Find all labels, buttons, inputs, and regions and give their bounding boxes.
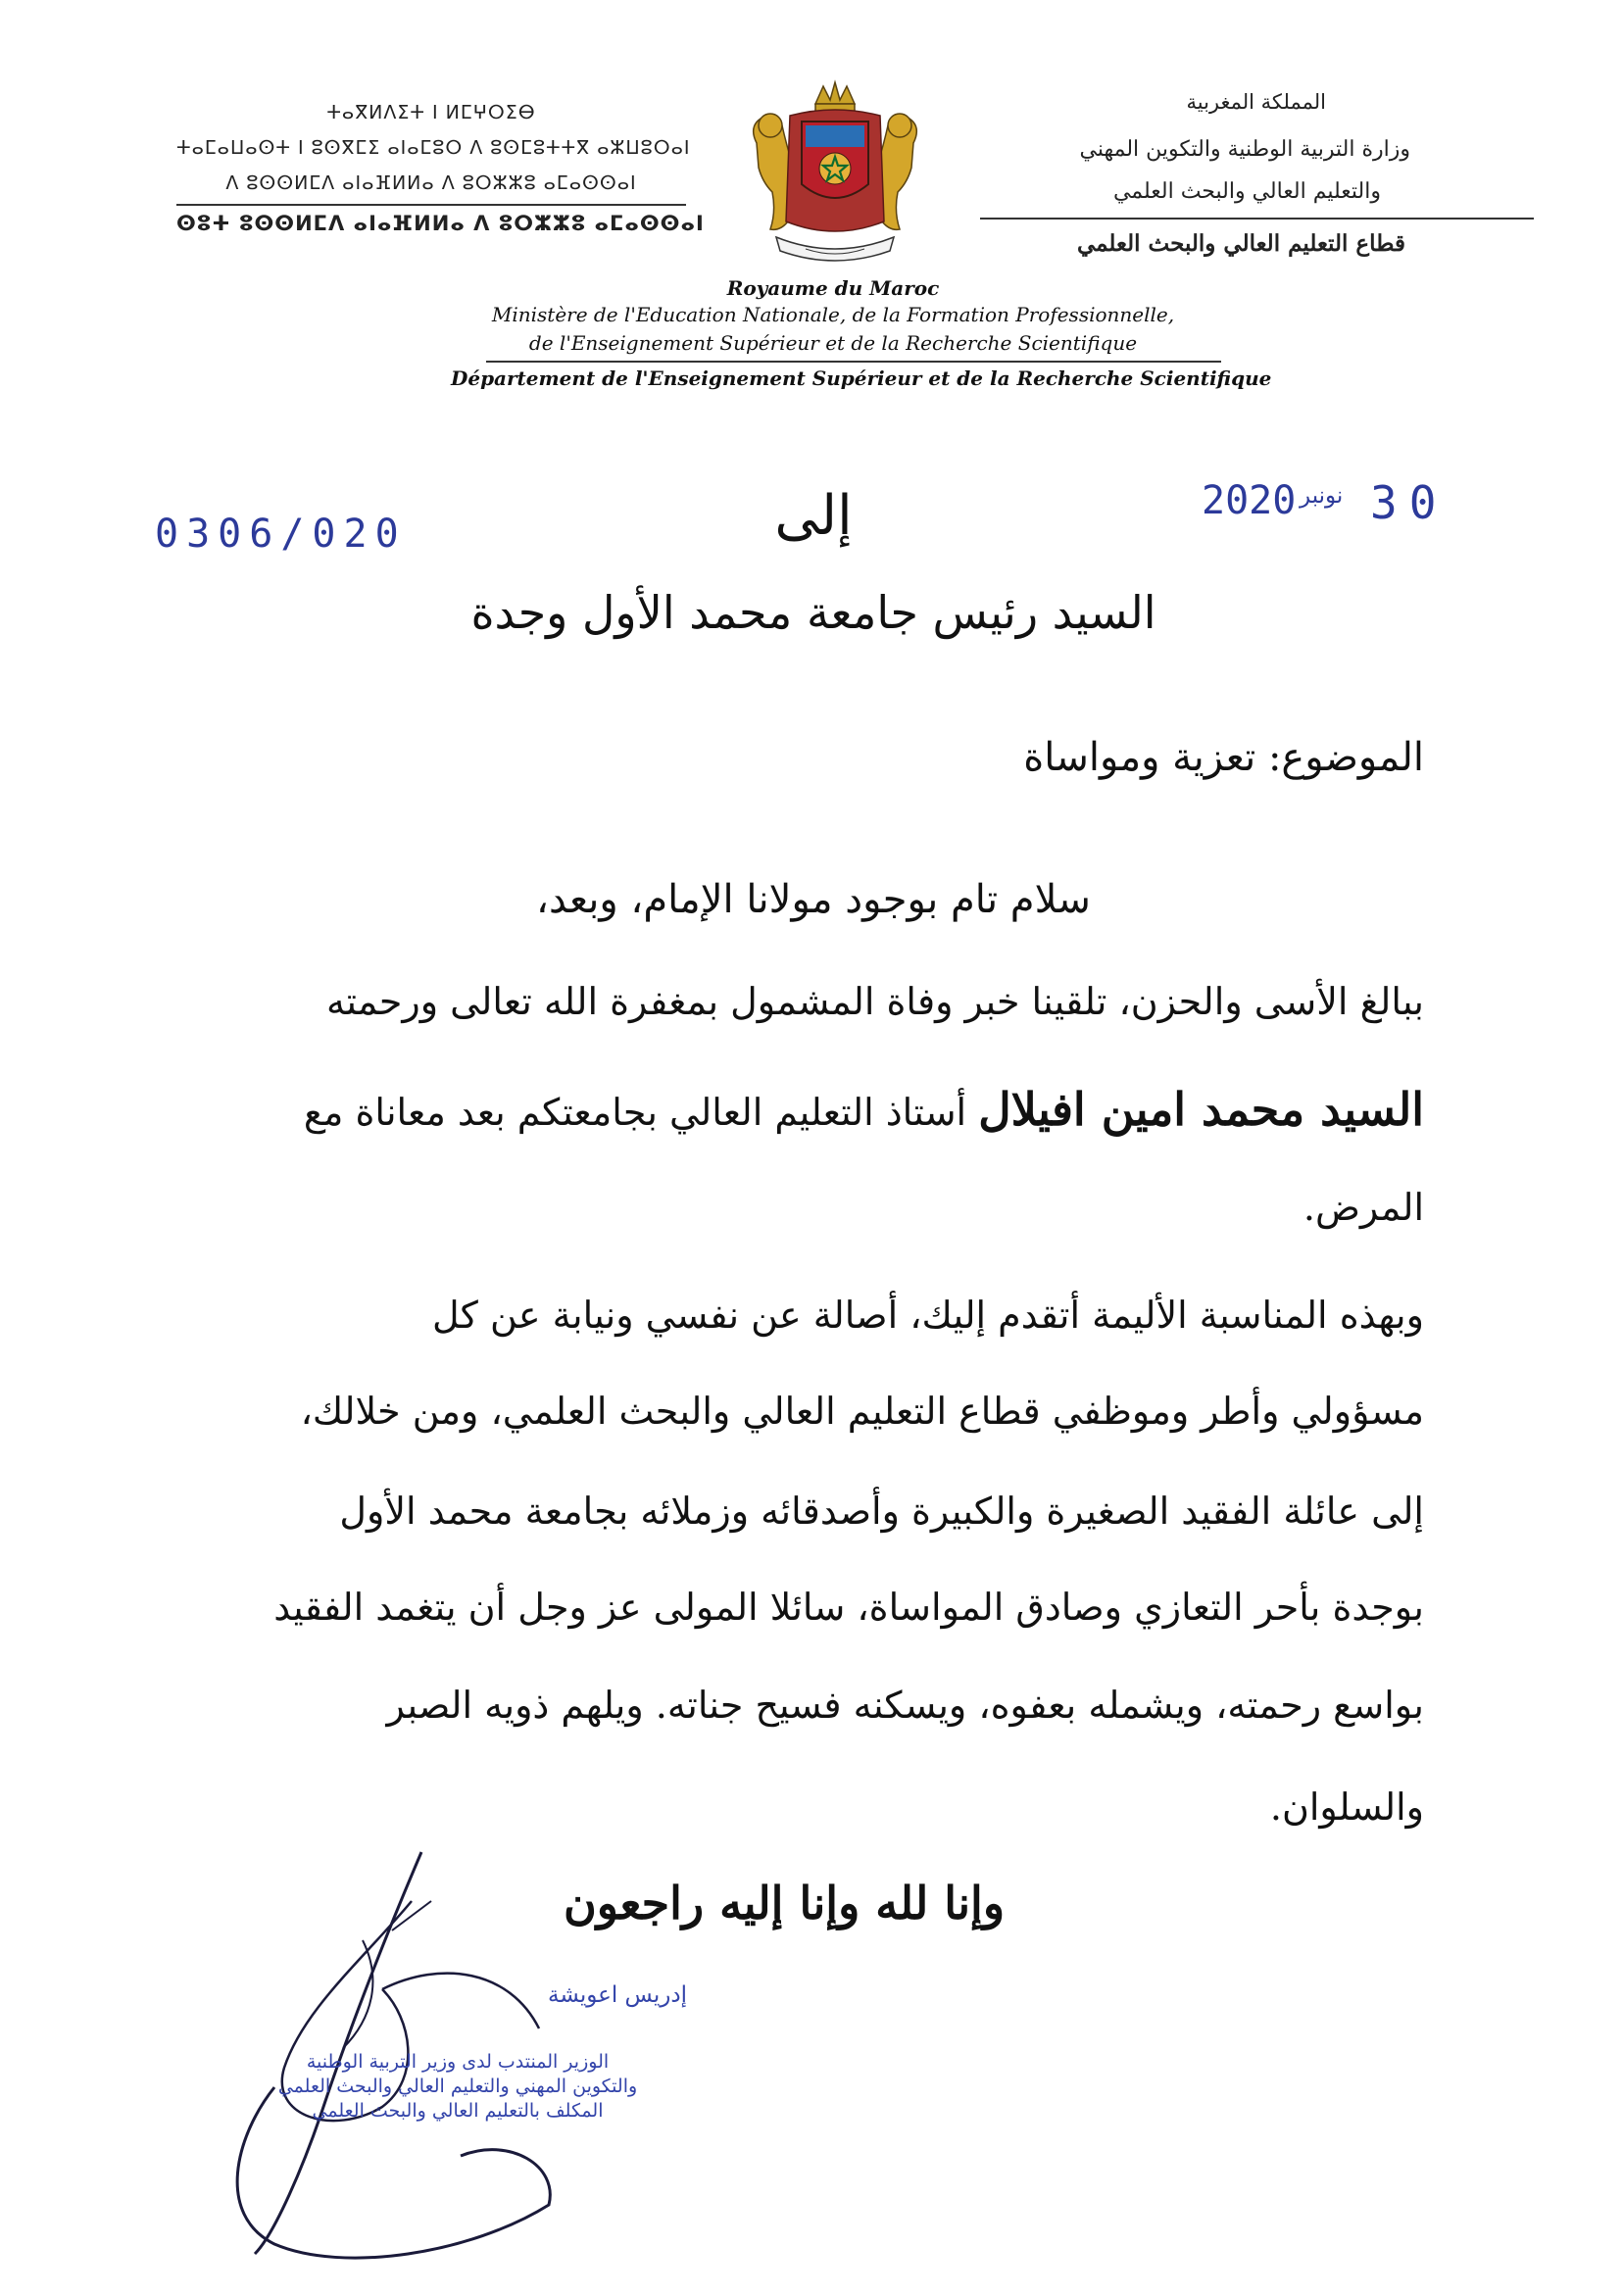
tifinagh-department: ⵙⵓⵜ ⵓⵙⵙⵍⵎⴷ ⴰⵏⴰⴼⵍⵍⴰ ⴷ ⵓⵔⵣⵣⵓ ⴰⵎⴰⵙⵙⴰⵏ [176, 212, 705, 235]
body-line-2-rest: أستاذ التعليم العالي بجامعتكم بعد معاناة مع [303, 1091, 967, 1134]
closing-phrase: وإنا لله وإنا إليه راجعون [563, 1877, 1006, 1930]
subject-line: الموضوع: تعزية ومواساة [1023, 735, 1424, 780]
reference-number-stamp: 0306/020 [155, 512, 407, 557]
french-ministry-line2: de l'Enseignement Supérieur et de la Recherche Scientifique [528, 331, 1138, 355]
body-line-4: وبهذه المناسبة الأليمة أتقدم إليك، أصالة عن نفسي ونيابة عن كل [432, 1294, 1424, 1337]
french-ministry-line1: Ministère de l'Education Nationale, de la Formation Professionnelle, [491, 303, 1175, 326]
tifinagh-ministry-line2: ⴷ ⵓⵙⵙⵍⵎⴷ ⴰⵏⴰⴼⵍⵍⴰ ⴷ ⵓⵔⵣⵣⵓ ⴰⵎⴰⵙⵙⴰⵏ [225, 172, 637, 194]
addressee: السيد رئيس جامعة محمد الأول وجدة [470, 586, 1156, 639]
greeting: سلام تام بوجود مولانا الإمام، وبعد، [536, 877, 1091, 922]
signatory-title-line-1: الوزير المنتدب لدى وزير التربية الوطنية [306, 2051, 610, 2073]
body-line-8: بواسع رحمته، ويشمله بعفوه، ويسكنه فسيح جناته. ويلهم ذويه الصبر [386, 1684, 1424, 1727]
arabic-department: قطاع التعليم العالي والبحث العلمي [1076, 230, 1405, 257]
body-line-6: إلى عائلة الفقيد الصغيرة والكبيرة وأصدقائه وزملائه بجامعة محمد الأول [339, 1490, 1424, 1533]
body-line-9: والسلوان. [1269, 1785, 1424, 1829]
deceased-name: السيد محمد امين افيلال [978, 1083, 1424, 1136]
arabic-ministry-line1: وزارة التربية الوطنية والتكوين المهني [1079, 137, 1410, 162]
tifinagh-ministry-line1: ⵜⴰⵎⴰⵡⴰⵙⵜ ⵏ ⵓⵙⴳⵎⵉ ⴰⵏⴰⵎⵓⵔ ⴷ ⵓⵙⵎⵓⵜⵜⴳ ⴰⵣⵡⵓⵔⴰⵏ [176, 137, 691, 159]
body-line-1: ببالغ الأسى والحزن، تلقينا خبر وفاة المشمول بمغفرة الله تعالى ورحمته [326, 980, 1424, 1023]
header-divider-right [980, 218, 1534, 220]
arabic-kingdom: المملكة المغربية [1186, 90, 1326, 114]
date-year-stamp: 2020 [1202, 478, 1297, 523]
body-line-2 [304, 1083, 1424, 1136]
header-divider-center [486, 361, 1221, 363]
coat-of-arms-emblem [737, 74, 933, 270]
body-line-7: بوجدة بأحر التعازي وصادق المواساة، سائلا المولى عز وجل أن يتغمد الفقيد [273, 1586, 1424, 1629]
tifinagh-kingdom: ⵜⴰⴳⵍⴷⵉⵜ ⵏ ⵍⵎⵖⵔⵉⴱ [326, 102, 536, 123]
body-line-3: المرض. [1303, 1186, 1424, 1229]
recipient-prefix: إلى [774, 484, 853, 548]
signatory-title-line-2: والتكوين المهني والتعليم العالي والبحث العلمي [277, 2076, 638, 2097]
french-kingdom: Royaume du Maroc [726, 276, 940, 300]
french-department: Département de l'Enseignement Supérieur et de la Recherche Scientifique [451, 366, 1272, 390]
date-day-stamp: 30 [1370, 476, 1449, 529]
date-month-stamp: نونبر [1300, 483, 1344, 509]
body-line-5: مسؤولي وأطر وموظفي قطاع التعليم العالي والبحث العلمي، ومن خلالك، [300, 1390, 1424, 1433]
header-divider-left [176, 204, 686, 206]
signatory-name: إدريس اعويشة [547, 1982, 688, 2008]
arabic-ministry-line2: والتعليم العالي والبحث العلمي [1112, 179, 1381, 204]
signatory-title-line-3: المكلف بالتعليم العالي والبحث العلمي [312, 2100, 604, 2122]
